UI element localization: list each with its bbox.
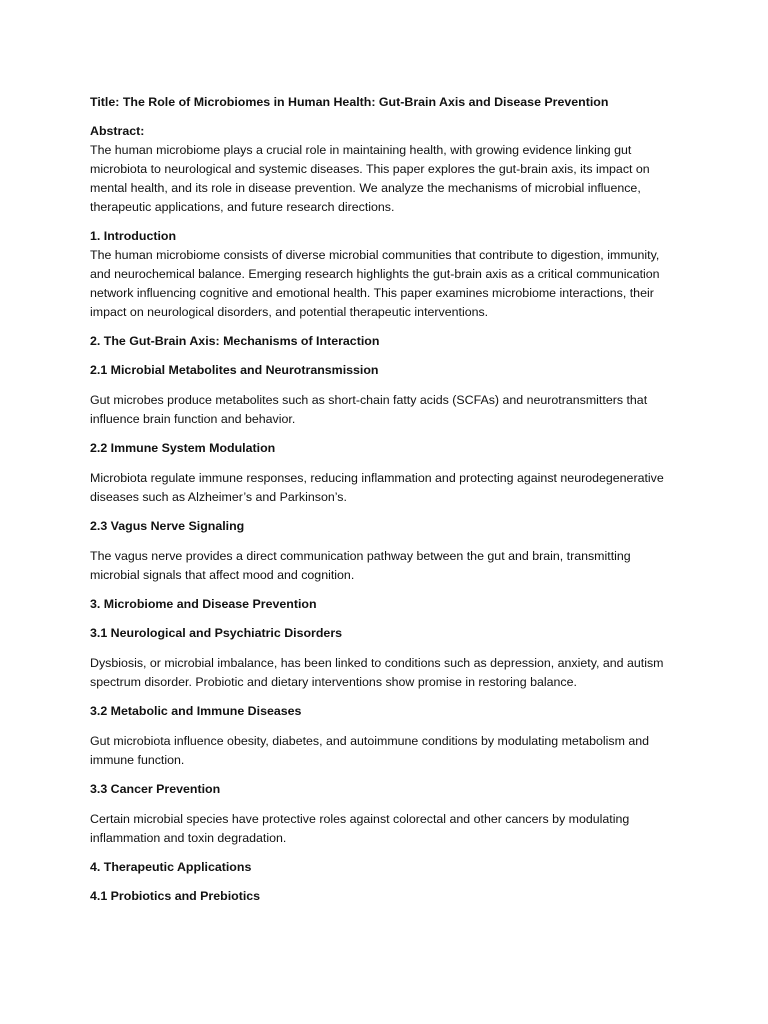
section-3-heading: 3. Microbiome and Disease Prevention xyxy=(90,597,317,611)
section-2-heading: 2. The Gut-Brain Axis: Mechanisms of Interaction xyxy=(90,334,380,348)
introduction-text: The human microbiome consists of diverse microbial communities that contribute to digestion, immunity, and neurochemical balance. Emerging research highlights the gut-brain axis as a critical communication network influencing cognitive and emotional health. This paper examines microbiome interactions, their impact on neurological disorders, and potential therapeutic interventions. xyxy=(90,248,660,319)
section-2-3-heading: 2.3 Vagus Nerve Signaling xyxy=(90,519,245,533)
abstract-text: The human microbiome plays a crucial role in maintaining health, with growing evidence linking gut microbiota to neurological and systemic diseases. This paper explores the gut-brain axis, its impact on mental health, and its role in disease prevention. We analyze the mechanisms of microbial influence, therapeutic applications, and future research directions. xyxy=(90,143,650,214)
section-2-1-heading: 2.1 Microbial Metabolites and Neurotransmission xyxy=(90,363,379,377)
section-3-2-heading: 3.2 Metabolic and Immune Diseases xyxy=(90,704,302,718)
document-title: Title: The Role of Microbiomes in Human Health: Gut-Brain Axis and Disease Prevention xyxy=(90,95,609,109)
section-2-3-text: The vagus nerve provides a direct communication pathway between the gut and brain, transmitting microbial signals that affect mood and cognition. xyxy=(90,549,631,582)
abstract-heading: Abstract: xyxy=(90,124,145,138)
section-2-2-heading: 2.2 Immune System Modulation xyxy=(90,441,276,455)
section-3-3-heading: 3.3 Cancer Prevention xyxy=(90,782,221,796)
introduction-heading: 1. Introduction xyxy=(90,229,177,243)
section-3-2-text: Gut microbiota influence obesity, diabetes, and autoimmune conditions by modulating metabolism and immune function. xyxy=(90,734,650,767)
section-4-heading: 4. Therapeutic Applications xyxy=(90,860,252,874)
section-3-1-text: Dysbiosis, or microbial imbalance, has been linked to conditions such as depression, anxiety, and autism spectrum disorder. Probiotic and dietary interventions show promise in restoring balance. xyxy=(90,656,664,689)
section-2-1-text: Gut microbes produce metabolites such as short-chain fatty acids (SCFAs) and neurotransmitters that influence brain function and behavior. xyxy=(90,393,648,426)
section-2-2-text: Microbiota regulate immune responses, reducing inflammation and protecting against neurodegenerative diseases such as Alzheimer’s and Parkinson’s. xyxy=(90,471,664,504)
section-3-3-text: Certain microbial species have protective roles against colorectal and other cancers by modulating inflammation and toxin degradation. xyxy=(90,812,630,845)
section-3-1-heading: 3.1 Neurological and Psychiatric Disorders xyxy=(90,626,343,640)
section-4-1-heading: 4.1 Probiotics and Prebiotics xyxy=(90,889,261,903)
